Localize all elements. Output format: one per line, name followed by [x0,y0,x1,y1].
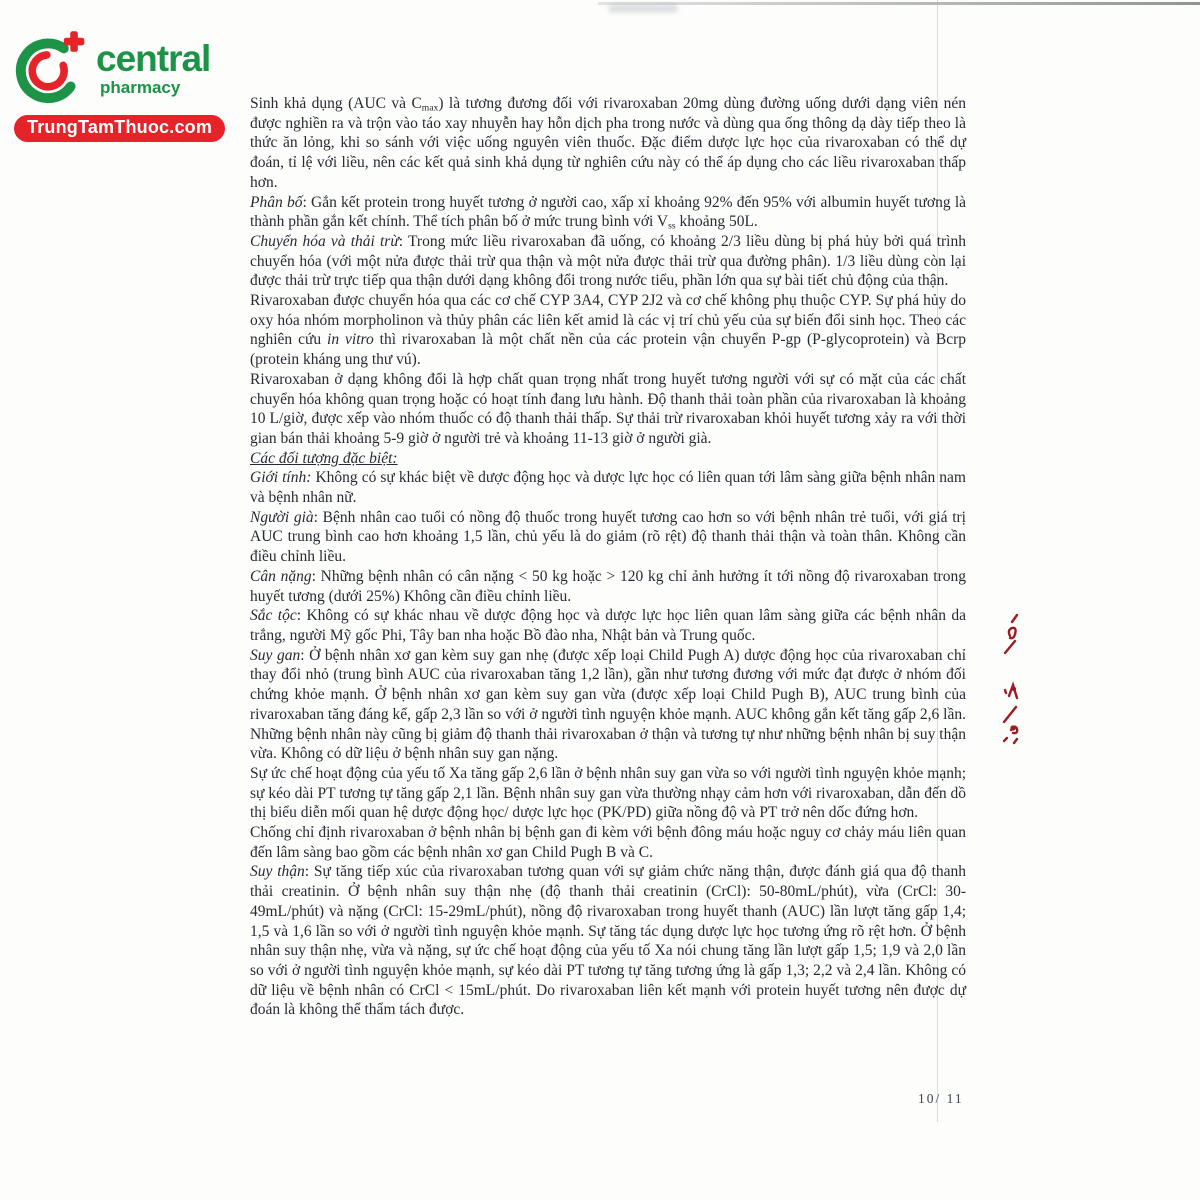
paragraph-contraindication: Chống chỉ định rivaroxaban ở bệnh nhân bị bệnh gan đi kèm với bệnh đông máu hoặc nguy cơ chảy máu liên quan đến lâm sàng bao gồm các bệnh nhân xơ gan Child Pugh B và C. [250,824,966,861]
red-ink-marks [1001,610,1029,760]
paragraph-ethnicity: Sắc tộc: Không có sự khác nhau về dược động học và dược lực học liên quan lâm sàng giữa các bệnh nhân da trắng, người Mỹ gốc Phi, Tây ban nha hoặc Bồ đào nha, Nhật bản và Trung quốc. [250,607,966,644]
paragraph-body-weight: Cân nặng: Những bệnh nhân có cân nặng < 50 kg hoặc > 120 kg chỉ ảnh hưởng ít tới nồng độ rivaroxaban trong huyết tương (dưới 25%) Không cần điều chỉnh liều. [250,567,966,605]
central-pharmacy-logo [14,28,234,142]
weight-label: Cân nặng [250,567,312,585]
logo-brand-subtext: pharmacy [100,78,181,97]
hepatic-label: Suy gan [250,646,301,664]
paragraph-metabolism-excretion: Chuyển hóa và thải trừ: Trong mức liều rivaroxaban đã uống, có khoảng 2/3 liều dùng bị phá hủy bởi quá trình chuyển hóa (với một nửa được thải trừ qua thận và một nửa được thải trừ qua đường phân). 1/3 liều dùng còn lại được thải trừ trực tiếp qua thận dưới dạng không đổi trong nước tiểu, phần lớn qua sự bài tiết chủ động của thận. [250,232,966,290]
logo-brand-text: central [96,38,211,79]
ethnicity-label: Sắc tộc [250,607,297,625]
cmax-subscript: max [421,102,439,114]
special-populations-heading: Các đối tượng đặc biệt: [250,449,398,467]
heading-special-populations [250,449,966,469]
vss-subscript: ss [668,220,676,232]
paragraph-unchanged-compound: Rivaroxaban ở dạng không đổi là hợp chất quan trọng nhất trong huyết tương người với sự có mặt của các chất chuyển hóa không quan trọng hoặc có hoạt tính đang lưu hành. Độ thanh thải toàn phần của rivaroxaban là khoảng 10 L/giờ, được xếp vào nhóm thuốc có độ thanh thải thấp. Sự thải trừ rivaroxaban khỏi huyết tương xảy ra với thời gian bán thải khoảng 5-9 giờ ở người trẻ và khoảng 11-13 giờ ở người già. [250,370,966,447]
renal-label: Suy thận [250,863,305,881]
paragraph-distribution: Phân bố: Gắn kết protein trong huyết tương ở người cao, xấp xỉ khoảng 92% đến 95% với albumin huyết tương là thành phần gắn kết chính. Thể tích phân bố ở mức trung bình với $V_{ss}$ khoảng 50L. [250,193,966,232]
paragraph-bioavailability: Sinh khả dụng (AUC và $C_{max}$) là tương đương đối với rivaroxaban 20mg dùng đường uống dưới dạng viên nén được nghiền ra và trộn vào táo xay nhuyễn hay hỗn dịch pha trong nước và dùng qua ống thông dạ dày tiếp theo là thức ăn lỏng, khi so sánh với việc uống nguyên viên thuốc. Đặc điểm dược lực học của rivaroxaban có thể dự đoán, tỉ lệ với liều, nên các kết quả sinh khả dụng từ nghiên cứu này có thể áp dụng cho các liều rivaroxaban thấp hơn. [250,95,966,191]
paragraph-gender: Giới tính: Không có sự khác biệt về dược động học và dược lực học có liên quan tới lâm sàng giữa bệnh nhân nam và bệnh nhân nữ. [250,469,966,507]
elderly-label: Người già [250,508,314,526]
metabolism-label: Chuyển hóa và thải trừ [250,232,399,250]
paragraph-xa-inhibition: Sự ức chế hoạt động của yếu tố Xa tăng gấp 2,6 lần ở bệnh nhân suy gan vừa so với người tình nguyện khỏe mạnh; sự kéo dài PT tương tự tăng gấp 2,1 lần. Bệnh nhân suy gan vừa thường nhạy cảm hơn với rivaroxaban, dẫn đến dồ thị biểu diễn mối quan hệ dược động học/ dược lực học (PK/PD) giữa nồng độ và PT trở nên dốc đứng hơn. [250,764,966,822]
paragraph-renal-impairment: Suy thận: Sự tăng tiếp xúc của rivaroxaban tương quan với sự giảm chức năng thận, được đánh giá qua độ thanh thải creatinin. Ở bệnh nhân suy thận nhẹ (độ thanh thải creatinin (CrCl): 50-80mL/phút), vừa (CrCl: 30-49mL/phút) và nặng (CrCl: 15-29mL/phút), nồng độ rivaroxaban trong huyết thanh (AUC) lần lượt tăng gấp 1,4; 1,5 và 1,6 lần so với ở người tình nguyện khỏe mạnh. Sự tăng tác dụng dược lực học tương ứng rõ rệt hơn. Ở bệnh nhân suy thận nhẹ, vừa và nặng, sự ức chế hoạt động của yếu tố Xa nói chung tăng lần lượt gấp 1,5; 1,9 và 2,0 lần so với ở người tình nguyện khỏe mạnh, sự kéo dài PT tương tự tăng tương ứng là gấp 1,3; 2,2 và 2,4 lần. Không có dữ liệu về bệnh nhân có CrCl < 15mL/phút. Do rivaroxaban liên kết mạnh với protein huyết tương nên được dự đoán là không thể thẩm tách được. [250,863,967,1019]
page-number: 10/ 11 [918,1091,964,1106]
in-vitro-italic: in vitro [327,331,374,349]
paragraph-cyp-mechanisms: Rivaroxaban được chuyển hóa qua các cơ chế CYP 3A4, CYP 2J2 và cơ chế không phụ thuộc CYP. Sự phá hủy do oxy hóa nhóm morpholinon và thủy phân các liên kết amid là các vị trí chủ yếu của sự biến đổi sinh học. Theo các nghiên cứu in vitro thì rivaroxaban là một chất nền của các protein vận chuyển P-gp (P-glycoprotein) và Bcrp (protein kháng ung thư vú). [250,292,966,369]
logo-site-banner: TrungTamThuoc.com [14,115,225,142]
distribution-label: Phân bố [250,193,303,211]
paragraph-hepatic-impairment: Suy gan: Ở bệnh nhân xơ gan kèm suy gan nhẹ (được xếp loại Child Pugh A) dược động học của rivaroxaban chỉ thay đổi nhỏ (trung bình AUC của rivaroxaban tăng 1,2 lần), gần như tương đương với mức đạt được ở nhóm đối chứng khỏe mạnh. Ở bệnh nhân xơ gan kèm suy gan vừa (được xếp loại Child Pugh B), AUC trung bình của rivaroxaban tăng đáng kể, gấp 2,3 lần so với ở người tình nguyện khỏe mạnh. AUC không gắn kết tăng gấp 2,6 lần. Những bệnh nhân này cũng bị giảm độ thanh thải rivaroxaban ở thận và tương tự như những bệnh nhân bị suy thận vừa. Không có dữ liệu ở bệnh nhân suy gan nặng. [250,646,966,763]
bio-text: Sinh khả dụng (AUC và C [250,95,422,112]
gender-label: Giới tính: [250,469,312,487]
paragraph-elderly: Người già: Bệnh nhân cao tuổi có nồng độ thuốc trong huyết tương cao hơn so với bệnh nhân trẻ tuổi, với giá trị AUC trung bình cao hơn khoảng 1,5 lần, chủ yếu là do giảm (rõ rệt) độ thanh thải thận và toàn thân. Không cần điều chỉnh liều. [250,508,966,566]
scan-top-edge-line [598,2,1200,5]
scan-smudge [608,4,678,13]
pharmacy-c-plus-icon [14,28,90,106]
document-body [250,94,966,1020]
